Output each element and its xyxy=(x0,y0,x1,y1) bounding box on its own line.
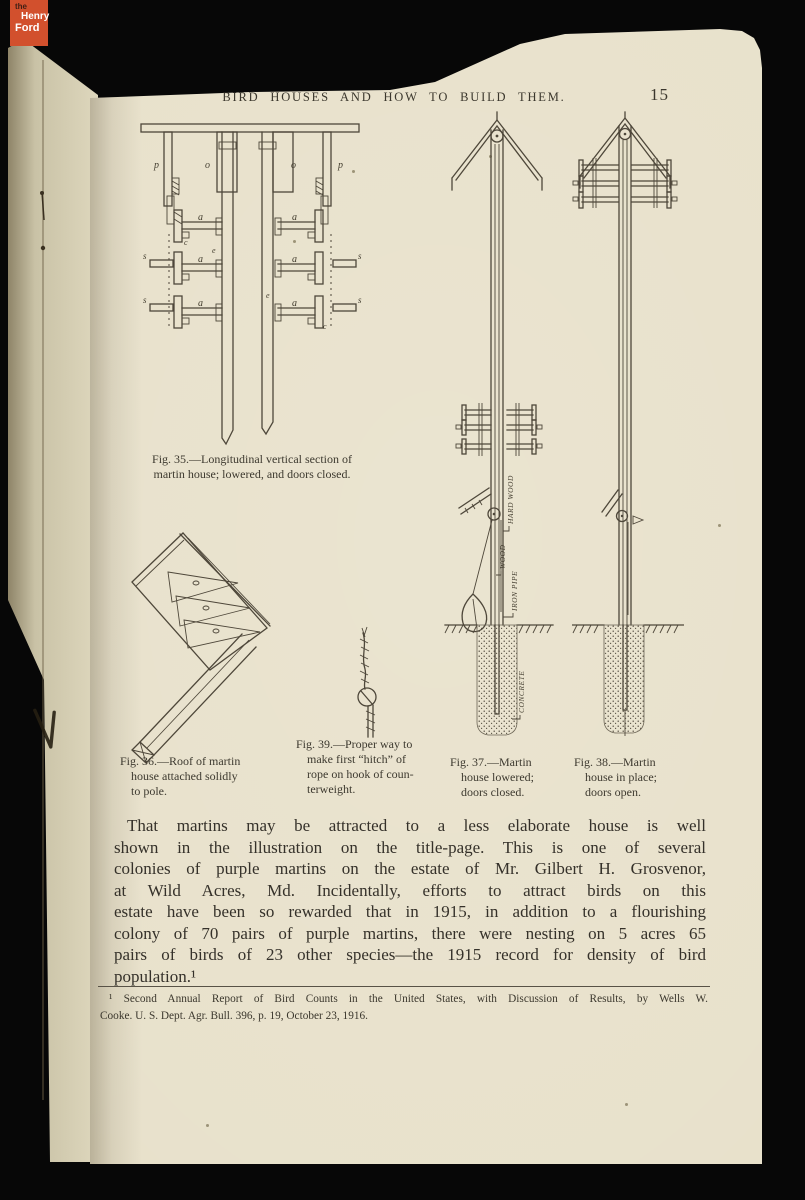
svg-text:a: a xyxy=(292,298,297,309)
svg-text:a: a xyxy=(198,254,203,265)
logo-word-henry: Henry xyxy=(21,11,50,22)
book-page-edge xyxy=(8,40,98,1162)
body-line: That martins may be attracted to a less elaborate house is well xyxy=(127,816,706,835)
svg-text:o: o xyxy=(205,160,210,171)
figure-36-caption: Fig. 36.—Roof of martin house attached solidly to pole. xyxy=(120,754,241,798)
body-line: colony of 70 pairs of purple martins, there were nesting on 5 acres 65 xyxy=(114,923,706,943)
footnote-line: ¹ Second Annual Report of Bird Counts in the United States, with Discussion of Results, by Wells W. xyxy=(109,993,708,1005)
figure-35-caption: Fig. 35.—Longitudinal vertical section of martin house; lowered, and doors closed. xyxy=(152,452,352,481)
footnote-rule xyxy=(98,986,710,987)
figure-38-caption: Fig. 38.—Martin house in place; doors open. xyxy=(574,755,657,799)
figure-36-drawing xyxy=(110,520,310,765)
binding-stitch xyxy=(34,188,52,260)
logo-word-ford: Ford xyxy=(15,22,40,34)
svg-text:HARD WOOD: HARD WOOD xyxy=(506,475,515,524)
svg-text:WOOD: WOOD xyxy=(498,544,507,569)
svg-text:c: c xyxy=(323,322,327,331)
svg-text:a: a xyxy=(198,212,203,223)
figure-39-caption: Fig. 39.—Proper way to make first “hitch” of rope on hook of coun- terweight. xyxy=(296,737,414,796)
svg-text:c: c xyxy=(184,238,188,247)
body-line: colonies of purple martins on the estate of Mr. Gilbert H. Grosvenor, xyxy=(114,859,706,878)
svg-text:CONCRETE: CONCRETE xyxy=(517,670,526,713)
svg-text:p: p xyxy=(338,160,343,171)
svg-text:s: s xyxy=(143,251,147,261)
figure-35-drawing xyxy=(133,116,373,452)
body-line: at Wild Acres, Md. Incidentally, efforts to attract birds on this xyxy=(114,880,706,900)
svg-text:p: p xyxy=(154,160,159,171)
svg-text:a: a xyxy=(292,212,297,223)
henry-ford-logo xyxy=(10,0,48,46)
running-header: BIRD HOUSES AND HOW TO BUILD THEM. xyxy=(222,90,566,104)
svg-text:IRON PIPE: IRON PIPE xyxy=(510,570,519,611)
figure-39-drawing xyxy=(337,625,397,743)
svg-text:o: o xyxy=(291,160,296,171)
figure-38-drawing xyxy=(572,110,684,758)
figure-37-caption: Fig. 37.—Martin house lowered; doors closed. xyxy=(450,755,534,799)
footnote-line: Cooke. U. S. Dept. Agr. Bull. 396, p. 19, October 23, 1916. xyxy=(100,1009,368,1022)
svg-text:s: s xyxy=(358,251,362,261)
paper-speck xyxy=(718,524,721,527)
body-line: shown in the illustration on the title-page. This is one of several xyxy=(114,837,706,857)
body-line: pairs of birds of 23 other species—the 1915 record for density of bird xyxy=(114,945,706,964)
paper-speck xyxy=(625,1103,628,1106)
svg-text:s: s xyxy=(143,295,147,305)
body-line: estate have been so rewarded that in 1915, in addition to a flourishing xyxy=(114,902,706,921)
logo-word-the: the xyxy=(15,2,27,11)
svg-text:e: e xyxy=(266,291,270,300)
svg-text:s: s xyxy=(358,295,362,305)
body-line: population.¹ xyxy=(114,966,197,986)
thread-v-mark xyxy=(30,701,67,758)
paper-speck xyxy=(206,1124,209,1127)
page-number: 15 xyxy=(650,85,669,104)
figure-37-drawing xyxy=(443,110,555,758)
svg-text:e: e xyxy=(212,246,216,255)
footnote xyxy=(100,991,708,1024)
svg-text:a: a xyxy=(198,298,203,309)
body-paragraph xyxy=(114,815,706,987)
svg-text:a: a xyxy=(292,254,297,265)
